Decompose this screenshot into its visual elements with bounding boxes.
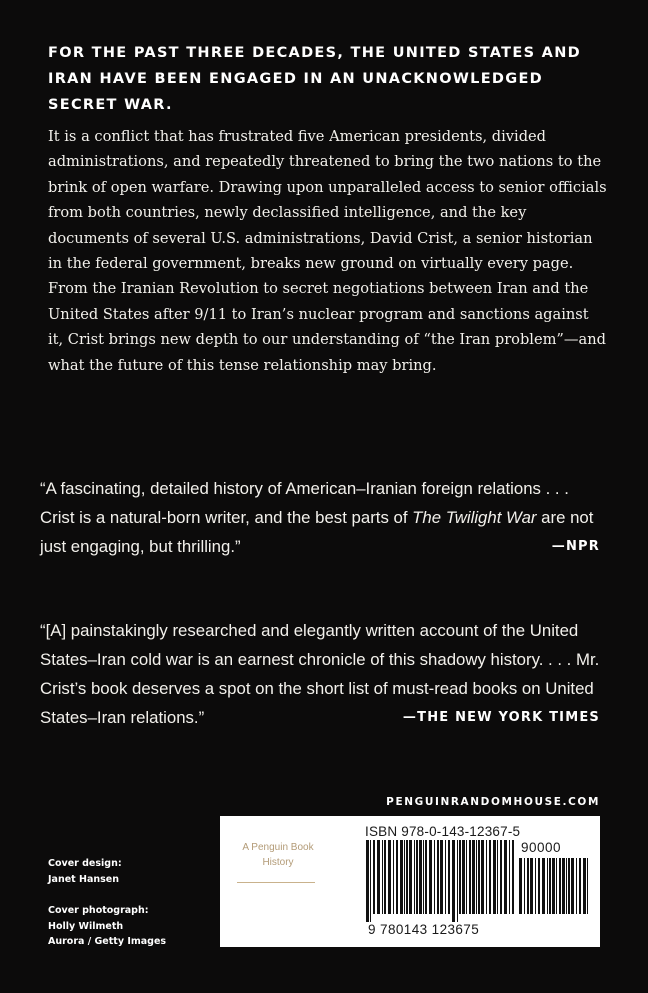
barcode-bar: [406, 840, 408, 914]
quote-text-end: are not just engaging, but thrilling.”: [40, 508, 594, 556]
headline: FOR THE PAST THREE DECADES, THE UNITED STATES AND IRAN HAVE BEEN ENGAGED IN AN UNACKNOWLEDGED SECRET WAR.: [48, 45, 581, 113]
price-barcode: [519, 858, 591, 922]
category-label: History: [262, 857, 294, 868]
barcode-bar: [396, 840, 398, 914]
barcode-bar: [452, 840, 455, 922]
barcode-bar: [445, 840, 446, 914]
label-divider: [237, 882, 315, 883]
barcode-bar: [527, 858, 529, 914]
barcode-bar: [476, 840, 477, 914]
barcode-bar: [493, 840, 496, 914]
design-credit-label: Cover design:: [48, 858, 122, 869]
barcode-digits: 9 780143 123675: [368, 922, 480, 937]
barcode-bar: [409, 840, 412, 914]
review-quote-npr: [40, 474, 600, 561]
barcode-bar: [382, 840, 383, 914]
photo-credit-label: Cover photograph:: [48, 905, 149, 916]
publisher-website: PENGUINRANDOMHOUSE.COM: [386, 796, 600, 808]
quote-attribution: —NPR: [551, 539, 600, 554]
barcode-bar: [448, 840, 450, 914]
barcode-bar: [571, 858, 574, 914]
barcode-bar: [486, 840, 487, 914]
barcode-panel: [220, 816, 600, 947]
barcode-bar: [416, 840, 418, 914]
barcode-bar: [440, 840, 443, 914]
barcode-bar: [419, 840, 422, 914]
quote-text: “A fascinating, detailed history of American–Iranian foreign relations . . . Crist is a natural-born writer, and the best parts of: [40, 479, 569, 527]
barcode-bar: [434, 840, 435, 914]
barcode-bar: [542, 858, 545, 914]
review-quote-nyt: [40, 616, 600, 732]
barcode-bar: [462, 840, 465, 914]
barcode-bar: [481, 840, 484, 914]
barcode-bar: [437, 840, 439, 914]
photo-credit-agency: Aurora / Getty Images: [48, 936, 167, 947]
barcode-bar: [566, 858, 567, 914]
barcode-bar: [509, 840, 510, 914]
barcode-bar: [459, 840, 461, 914]
barcode-bar: [568, 858, 570, 914]
barcode-bar: [469, 840, 471, 914]
price-code: 90000: [521, 840, 562, 855]
barcode-bar: [472, 840, 475, 914]
barcode-bar: [530, 858, 533, 914]
barcode-bar: [549, 858, 551, 914]
barcode-bar: [388, 840, 391, 914]
barcode-bar: [414, 840, 415, 914]
barcode-bar: [457, 840, 458, 922]
quote-attribution: —THE NEW YORK TIMES: [402, 710, 600, 725]
barcode-bar: [425, 840, 427, 914]
barcode-bar: [384, 840, 386, 914]
penguin-book-label: [220, 840, 336, 870]
publisher-label: A Penguin Book: [242, 842, 314, 853]
barcode-bar: [576, 858, 577, 914]
barcode-bar: [500, 840, 502, 914]
book-description: It is a conflict that has frustrated five American presidents, divided administrations, and repeatedly threatened to bring the two nations to the brink of open warfare. Drawing upon unparalleled access to senior officials from both countries, newly declassified intelligence, and the key documents of several U.S. administrations, David Crist, a senior historian in the federal government, breaks new ground on virtually every page. From the Iranian Revolution to secret negotiations between Iran and the United States after 9/11 to Iran’s nuclear program and sanctions against it, Crist brings new depth to our understanding of “the Iran problem”—and what the future of this tense relationship may bring.: [48, 128, 607, 374]
barcode-bar: [504, 840, 507, 914]
barcode-bar: [556, 858, 557, 914]
isbn-number: ISBN 978-0-143-12367-5: [365, 824, 521, 839]
quote-book-title: The Twilight War: [412, 508, 537, 527]
barcode-bar: [400, 840, 403, 914]
quote-text: “[A] painstakingly researched and elegantly written account of the United States–Iran cold war is an earnest chronicle of this shadowy history. . . . Mr. Crist’s book deserves a spot on the short list of must-read books on United States–Iran relations.”: [40, 621, 600, 727]
barcode-bar: [587, 858, 588, 914]
barcode-bar: [478, 840, 480, 914]
design-credit-name: Janet Hansen: [48, 873, 119, 885]
barcode-bar: [519, 858, 522, 914]
photo-credit-name: Holly Wilmeth: [48, 920, 124, 932]
isbn-barcode: [366, 840, 514, 922]
barcode-bar: [547, 858, 548, 914]
barcode-bar: [535, 858, 536, 914]
barcode-bar: [583, 858, 586, 914]
barcode-bar: [489, 840, 491, 914]
barcode-bar: [466, 840, 467, 914]
barcode-bar: [377, 840, 380, 914]
barcode-bar: [562, 858, 565, 914]
barcode-bar: [366, 840, 369, 922]
barcode-bar: [497, 840, 498, 914]
barcode-bar: [429, 840, 432, 914]
barcode-bar: [423, 840, 424, 914]
barcode-bar: [579, 858, 581, 914]
barcode-bar: [404, 840, 405, 914]
barcode-bar: [524, 858, 525, 914]
barcode-bar: [393, 840, 394, 914]
barcode-bar: [373, 840, 375, 914]
cover-credits: [48, 856, 166, 950]
barcode-bar: [552, 858, 555, 914]
barcode-bar: [512, 840, 514, 914]
barcode-bar: [370, 840, 371, 922]
barcode-bar: [538, 858, 540, 914]
barcode-bar: [559, 858, 561, 914]
